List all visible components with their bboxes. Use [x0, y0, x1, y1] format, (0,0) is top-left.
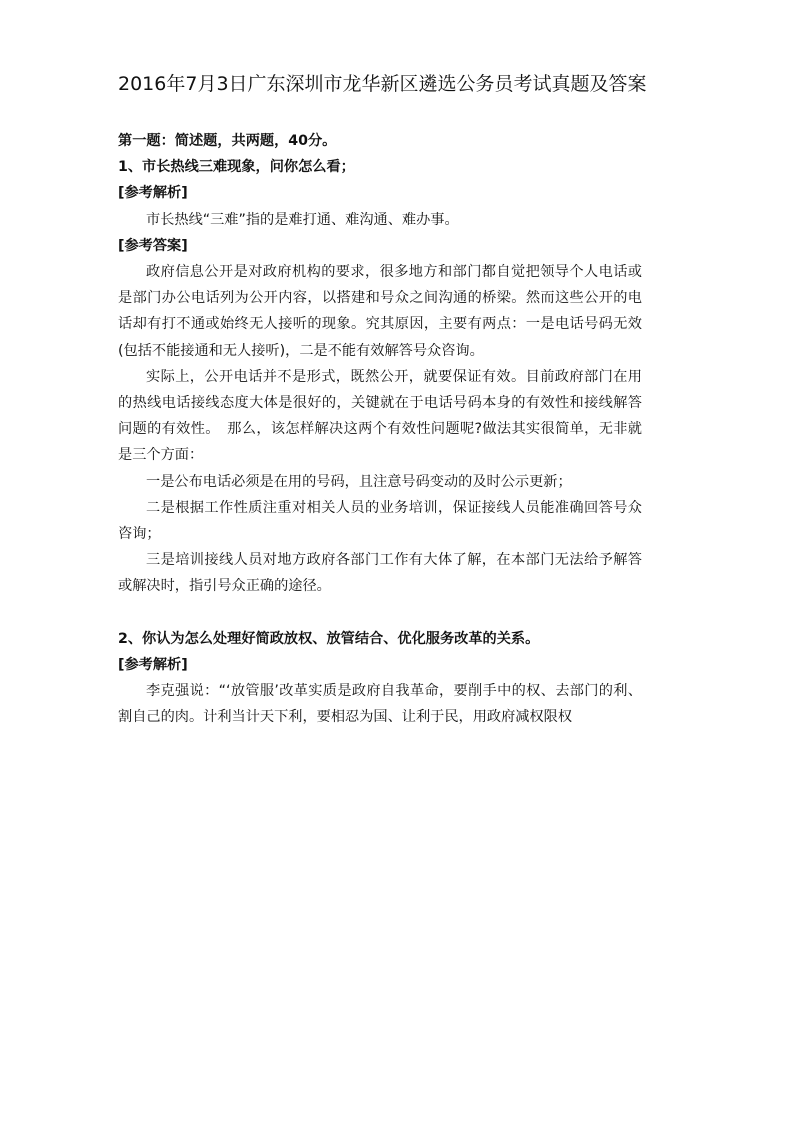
- q1-answer-label: [参考答案]: [118, 237, 188, 254]
- section-heading: 第一题：简述题，共两题，40分。: [118, 133, 337, 149]
- question-1: 1、市长热线三难现象，问你怎么看；: [118, 159, 355, 176]
- question-2: 2、你认为怎么处理好简政放权、放管结合、优化服务改革的关系。: [118, 630, 540, 647]
- q1-answer-paragraph: 二是根据工作性质注重对相关人员的业务培训，保证接线人员能准确回答号众咨询；: [118, 499, 642, 543]
- q1-answer-paragraph: 一是公布电话必须是在用的号码，且注意号码变动的及时公示更新；: [146, 473, 572, 490]
- q1-answer-paragraph: 政府信息公开是对政府机构的要求，很多地方和部门都自觉把领导个人电话或是部门办公电话列为公开内容，以搭建和号众之间沟通的桥梁。然而这些公开的电话却有打不通或始终无人接听的现象。究其原因，主要有两点：一是电话号码无效(包括不能接通和无人接听)，二是不能有效解答号众咨询。: [118, 264, 642, 359]
- q2-analysis-label: [参考解析]: [118, 656, 188, 673]
- q1-answer-paragraph: 三是培训接线人员对地方政府各部门工作有大体了解，在本部门无法给予解答或解决时，指引号众正确的途径。: [118, 552, 642, 595]
- q1-answer-paragraph: 实际上，公开电话并不是形式，既然公开，就要保证有效。目前政府部门在用的热线电话接线态度大体是很好的，关键就在于电话号码本身的有效性和接线解答问题的有效性。 那么，该怎样解决这两个有效性问题呢?做法其实很简单，无非就是三个方面：: [118, 368, 642, 464]
- document-body: [118, 128, 642, 730]
- document-title: 2016年7月3日广东深圳市龙华新区遴选公务员考试真题及答案: [118, 73, 647, 95]
- q1-analysis-label: [参考解析]: [118, 185, 188, 202]
- q1-analysis-text: 市长热线“三难”指的是难打通、难沟通、难办事。: [146, 211, 459, 228]
- paragraph-spacer: [118, 600, 642, 626]
- q2-analysis-paragraph: 李克强说：“‘放管服’改革实质是政府自我革命，要削手中的权、去部门的利、割自己的肉。计利当计天下利，要相忍为国、让利于民，用政府减权限权: [118, 683, 642, 726]
